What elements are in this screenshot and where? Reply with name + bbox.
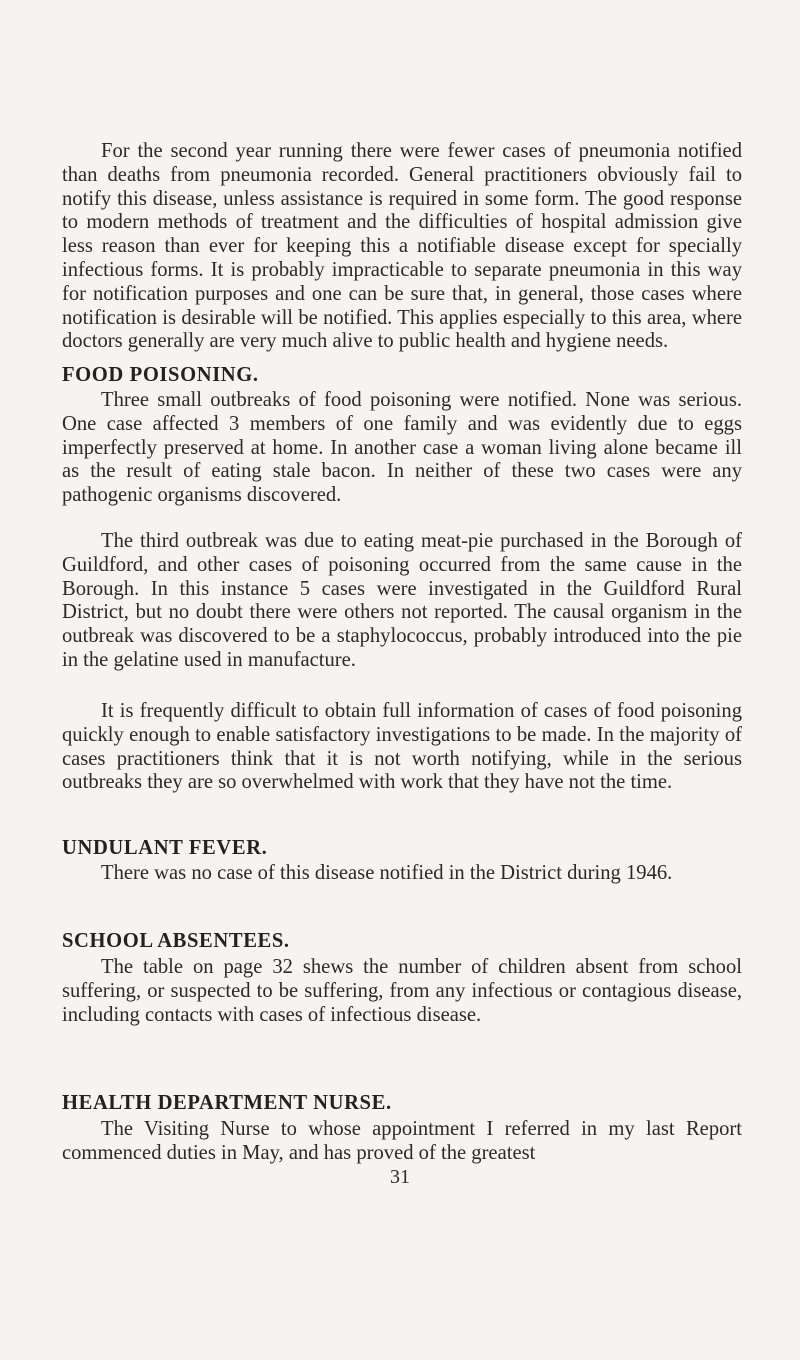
health-department-nurse-heading: HEALTH DEPARTMENT NURSE. xyxy=(62,1092,392,1114)
page-number: 31 xyxy=(390,1166,410,1188)
health-department-nurse-paragraph: The Visiting Nurse to whose appointment I referred in my last Report commenced duties in May, and has proved of the greatest xyxy=(62,1118,742,1164)
pneumonia-paragraph: For the second year running there were fewer cases of pneumonia notified than deaths from pneumonia recorded. General practitioners obviously fail to notify this disease, unless assistance is required in some form. The good response to modern methods of treatment and the difficulties of hospital admission give less reason than ever for keeping this a notifiable disease except for specially infectious forms. It is probably impracticable to separate pneumonia in this way for notification purposes and one can be sure that, in general, those cases where notification is desirable will be notified. This applies especially to this area, where doctors generally are very much alive to public health and hygiene needs. xyxy=(62,140,742,353)
undulant-fever-heading: UNDULANT FEVER. xyxy=(62,837,268,859)
school-absentees-paragraph: The table on page 32 shews the number of children absent from school suffering, or suspected to be suffering, from any infectious or contagious disease, including contacts with cases of infectious disease. xyxy=(62,956,742,1026)
undulant-fever-paragraph: There was no case of this disease notified in the District during 1946. xyxy=(101,862,673,884)
school-absentees-heading: SCHOOL ABSENTEES. xyxy=(62,930,290,952)
food-poisoning-paragraph-3: It is frequently difficult to obtain full information of cases of food poisoning quickly enough to enable satisfactory investigations to be made. In the majority of cases practitioners think that it is not worth notifying, while in the serious outbreaks they are so overwhelmed with work that they have not the time. xyxy=(62,700,742,794)
food-poisoning-heading: FOOD POISONING. xyxy=(62,364,259,386)
food-poisoning-paragraph-2: The third outbreak was due to eating meat-pie purchased in the Borough of Guildford, and other cases of poisoning occurred from the same cause in the Borough. In this instance 5 cases were investigated in the Guildford Rural District, but no doubt there were others not reported. The causal organism in the outbreak was discovered to be a staphylococcus, probably introduced into the pie in the gelatine used in manufacture. xyxy=(62,530,742,671)
food-poisoning-paragraph-1: Three small outbreaks of food poisoning were notified. None was serious. One case affected 3 members of one family and was evidently due to eggs imperfectly preserved at home. In another case a woman living alone became ill as the result of eating stale bacon. In neither of these two cases were any pathogenic organisms discovered. xyxy=(62,389,742,507)
